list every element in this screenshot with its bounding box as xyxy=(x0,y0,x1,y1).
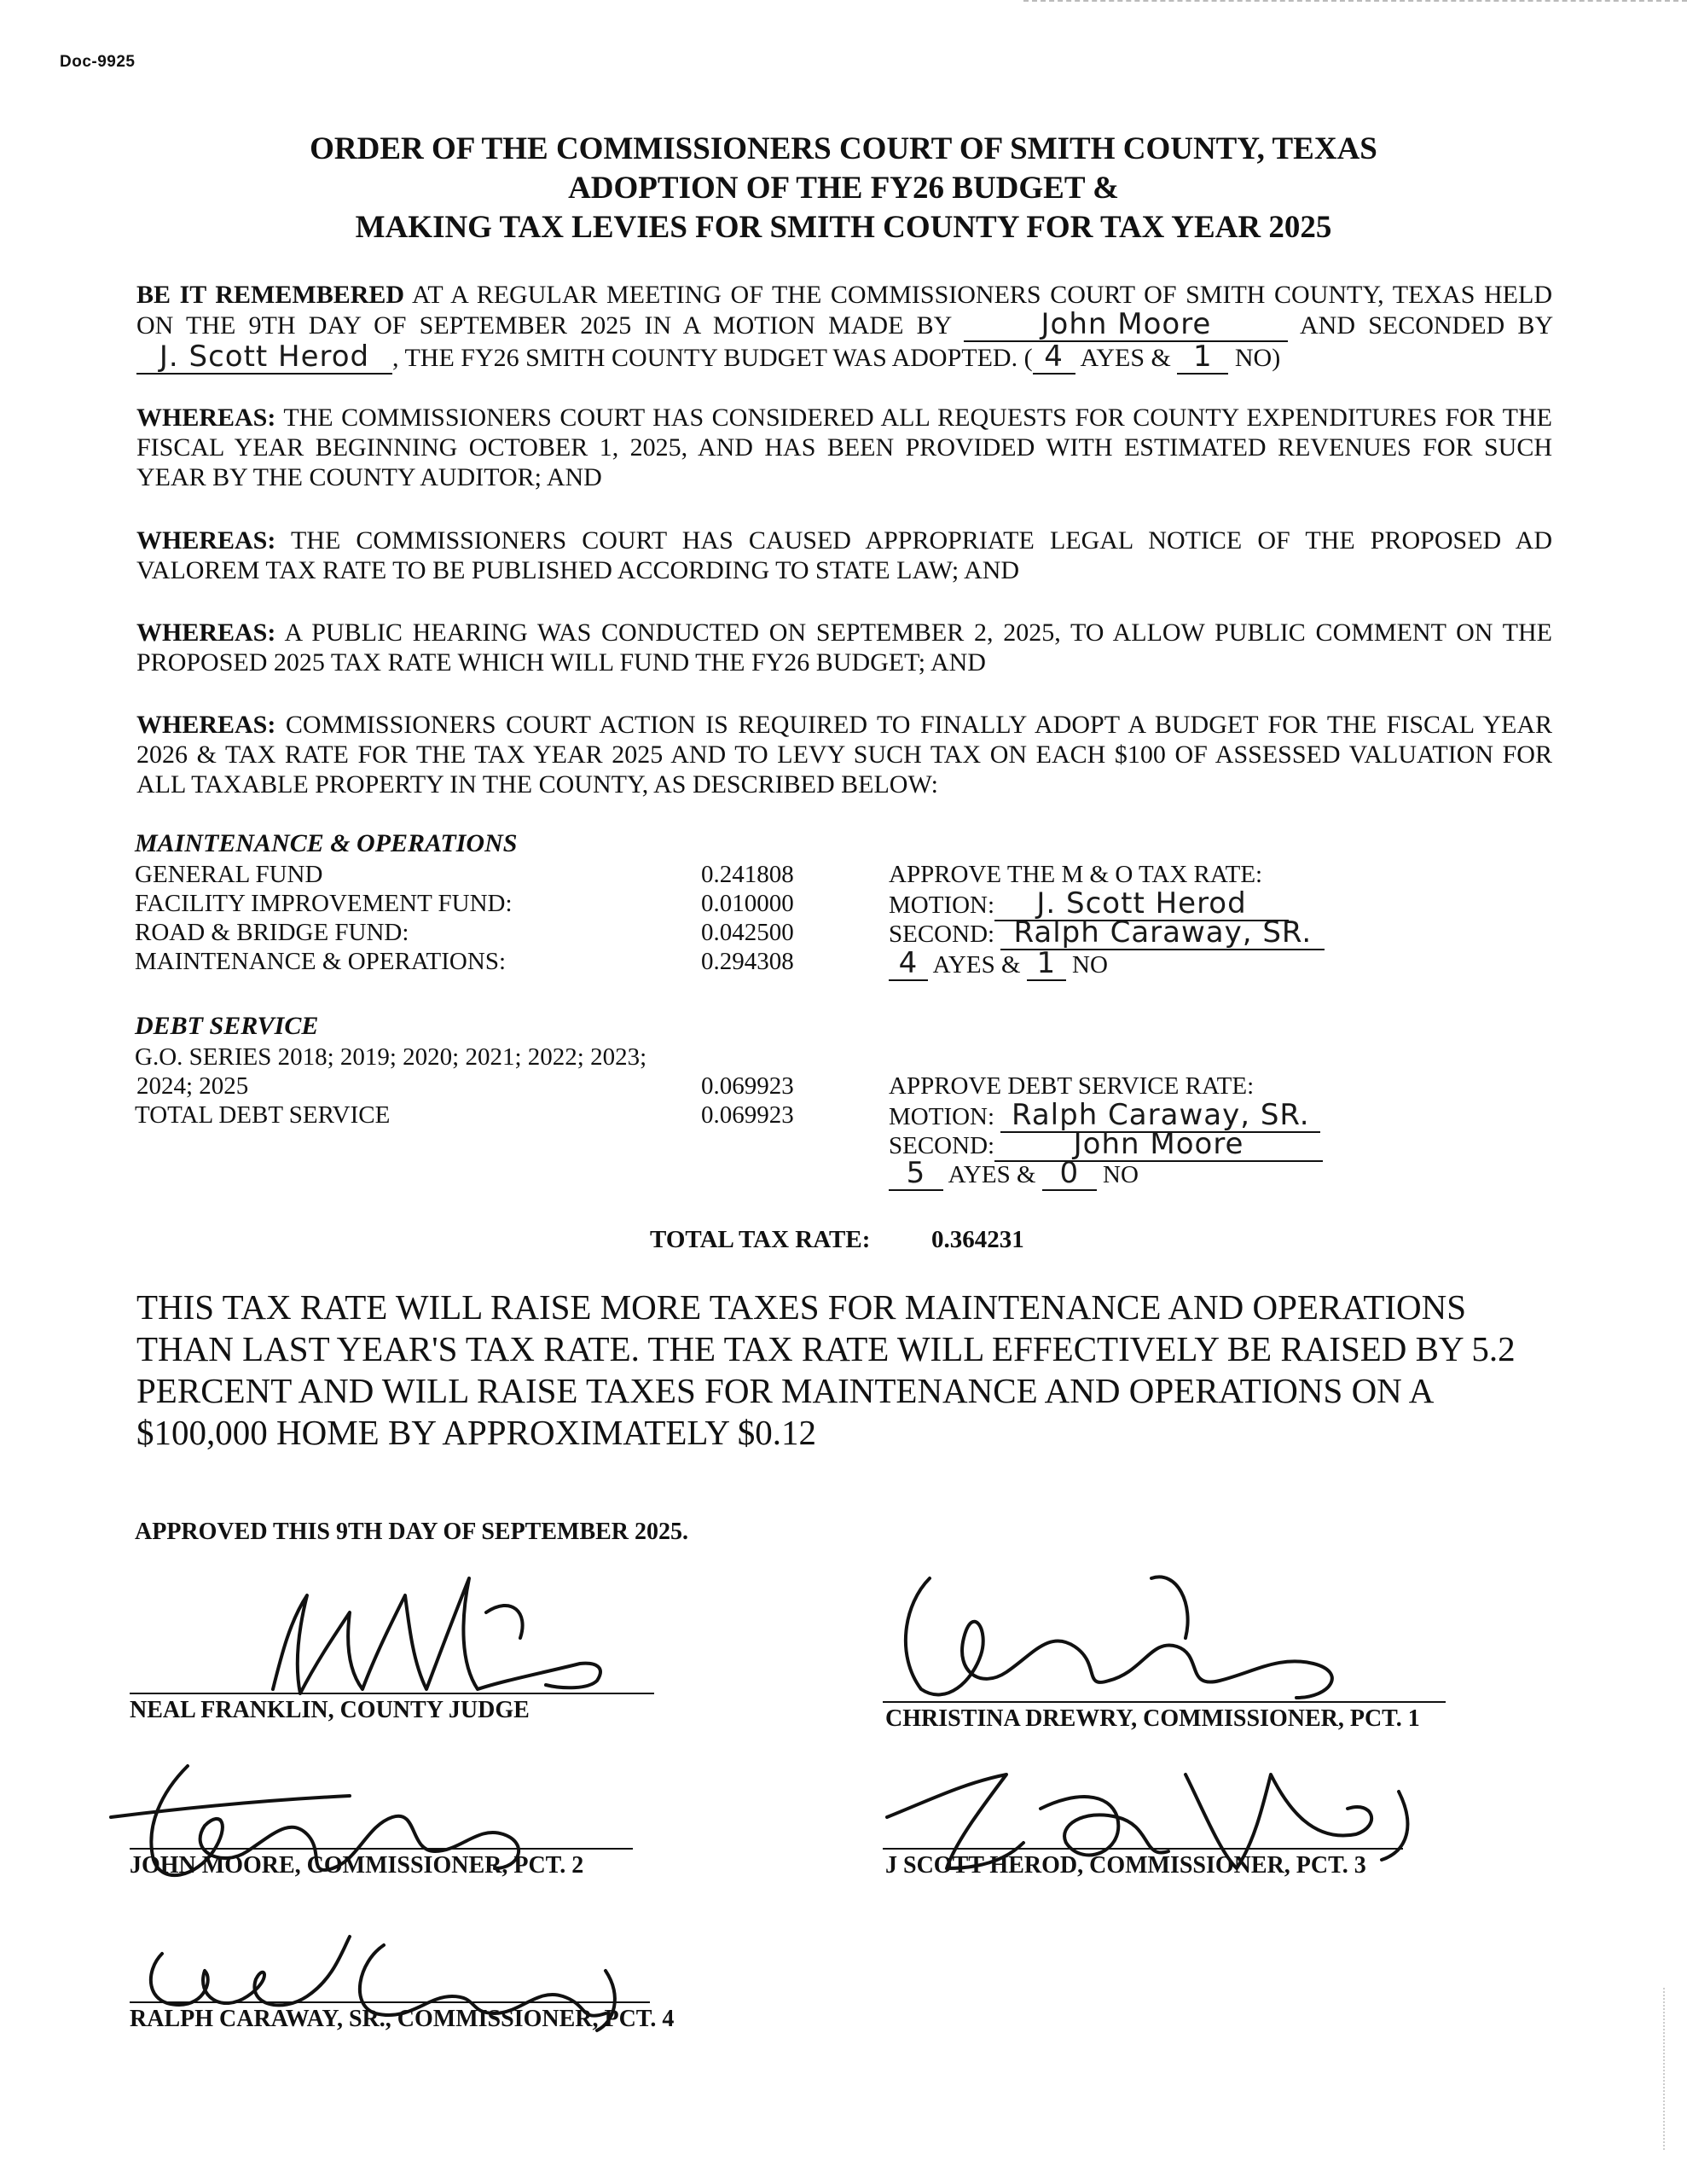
remembered-lead: BE IT REMEMBERED xyxy=(136,281,405,309)
debt-second-label: SECOND: xyxy=(889,1132,995,1159)
whereas-paragraph-1 xyxy=(136,403,1552,492)
debt-second-field xyxy=(994,1127,1323,1162)
mo-motion-handwriting: J. Scott Herod xyxy=(1036,886,1247,921)
mo-value-general: 0.241808 xyxy=(701,861,794,888)
debt-motion-handwriting: Ralph Caraway, SR. xyxy=(1011,1098,1310,1132)
total-tax-rate-value: 0.364231 xyxy=(931,1226,1024,1253)
tax-increase-notice: THIS TAX RATE WILL RAISE MORE TAXES FOR MAINTENANCE AND OPERATIONS THAN LAST YEAR'S TAX RATE. THE TAX RATE WILL EFFECTIVELY BE RAISED BY 5.2 PERCENT AND WILL RAISE TAXES FOR MAINTENANCE AND OPERATIONS ON A $100,000 HOME BY APPROXIMATELY $0.12 xyxy=(136,1287,1516,1452)
budget-ayes-field xyxy=(1033,342,1075,375)
pct3-name: J SCOTT HEROD, COMMISSIONER, PCT. 3 xyxy=(885,1852,1366,1879)
title-line-1: ORDER OF THE COMMISSIONERS COURT OF SMITH COUNTY, TEXAS xyxy=(310,131,1377,166)
title-line-2: ADOPTION OF THE FY26 BUDGET & xyxy=(568,171,1119,206)
remembered-text-1: AT A REGULAR MEETING OF THE COMMISSIONERS COURT OF SMITH COUNTY, TEXAS HELD ON THE 9TH DAY OF SEPTEMBER 2025 IN A MOTION MADE BY xyxy=(136,281,1552,340)
scan-edge-marks xyxy=(1663,1988,1667,2150)
mo-label-road: ROAD & BRIDGE FUND: xyxy=(135,919,409,946)
mo-second-row xyxy=(889,915,1325,950)
mo-label-total: MAINTENANCE & OPERATIONS: xyxy=(135,948,506,975)
budget-no-handwriting: 1 xyxy=(1193,340,1213,374)
debt-series-value: 0.069923 xyxy=(701,1072,794,1100)
debt-no-handwriting: 0 xyxy=(1059,1156,1080,1190)
debt-second-row xyxy=(889,1127,1323,1162)
mo-ayes-label: AYES & xyxy=(932,951,1021,979)
mo-vote-title: APPROVE THE M & O TAX RATE: xyxy=(889,861,1263,888)
debt-ayes-label: AYES & xyxy=(948,1161,1036,1188)
debt-ayes-field xyxy=(889,1156,943,1191)
pct2-name: JOHN MOORE, COMMISSIONER, PCT. 2 xyxy=(130,1852,584,1879)
whereas-lead: WHEREAS: xyxy=(136,526,276,555)
debt-no-label: NO xyxy=(1103,1161,1139,1188)
mo-no-label: NO xyxy=(1072,951,1108,979)
seconded-by-handwriting: J. Scott Herod xyxy=(159,340,370,374)
budget-no-field xyxy=(1177,342,1228,375)
judge-signature-line xyxy=(130,1693,654,1694)
motion-by-handwriting: John Moore xyxy=(1041,307,1212,341)
budget-no-label: NO) xyxy=(1234,344,1281,372)
whereas-paragraph-2 xyxy=(136,526,1552,585)
mo-value-facility: 0.010000 xyxy=(701,890,794,917)
budget-ayes-label: AYES & xyxy=(1080,344,1171,372)
mo-second-label: SECOND: xyxy=(889,921,995,948)
pct4-name: RALPH CARAWAY, SR., COMMISSIONER, PCT. 4 xyxy=(130,2006,675,2032)
mo-label-facility: FACILITY IMPROVEMENT FUND: xyxy=(135,890,513,917)
scan-edge-rule xyxy=(1023,0,1687,2)
debt-vote-title: APPROVE DEBT SERVICE RATE: xyxy=(889,1072,1255,1100)
debt-tally-row xyxy=(889,1156,1139,1191)
whereas-lead: WHEREAS: xyxy=(136,404,276,432)
mo-value-total: 0.294308 xyxy=(701,948,794,975)
seconded-by-field xyxy=(136,342,392,375)
pct4-signature-line xyxy=(130,2001,650,2003)
mo-second-handwriting: Ralph Caraway, SR. xyxy=(1013,915,1313,950)
document-id: Doc-9925 xyxy=(60,53,136,71)
judge-signature xyxy=(222,1561,665,1715)
mo-no-field xyxy=(1027,946,1066,981)
pct1-name: CHRISTINA DREWRY, COMMISSIONER, PCT. 1 xyxy=(885,1705,1420,1732)
debt-heading: DEBT SERVICE xyxy=(135,1012,319,1040)
mo-value-road: 0.042500 xyxy=(701,919,794,946)
debt-total-value: 0.069923 xyxy=(701,1101,794,1129)
debt-total-label: TOTAL DEBT SERVICE xyxy=(135,1101,391,1129)
whereas-text: COMMISSIONERS COURT ACTION IS REQUIRED TO FINALLY ADOPT A BUDGET FOR THE FISCAL YEAR 2026 & TAX RATE FOR THE TAX YEAR 2025 AND TO LEVY SUCH TAX ON EACH $100 OF ASSESSED VALUATION FOR ALL TAXABLE PROPERTY IN THE COUNTY, AS DESCRIBED BELOW: xyxy=(136,711,1553,799)
approved-date: APPROVED THIS 9TH DAY OF SEPTEMBER 2025. xyxy=(135,1519,689,1545)
mo-motion-label: MOTION: xyxy=(889,892,995,919)
remembered-paragraph xyxy=(136,280,1552,375)
remembered-text-2: AND SECONDED BY xyxy=(1300,311,1552,340)
mo-ayes-field xyxy=(889,946,928,981)
mo-no-handwriting: 1 xyxy=(1036,946,1057,980)
total-tax-rate-label: TOTAL TAX RATE: xyxy=(650,1226,871,1253)
budget-ayes-handwriting: 4 xyxy=(1044,340,1064,374)
mo-heading: MAINTENANCE & OPERATIONS xyxy=(135,829,518,857)
motion-by-field xyxy=(964,307,1288,342)
pct1-signature xyxy=(870,1553,1382,1715)
whereas-lead: WHEREAS: xyxy=(136,619,276,647)
title-line-3: MAKING TAX LEVIES FOR SMITH COUNTY FOR TAX YEAR 2025 xyxy=(355,210,1332,245)
judge-name: NEAL FRANKLIN, COUNTY JUDGE xyxy=(130,1697,530,1723)
remembered-text-3: , THE FY26 SMITH COUNTY BUDGET WAS ADOPTED. ( xyxy=(392,344,1033,372)
whereas-lead: WHEREAS: xyxy=(136,711,276,739)
debt-series-line-2: 2024; 2025 xyxy=(136,1072,249,1100)
mo-ayes-handwriting: 4 xyxy=(898,946,919,980)
whereas-paragraph-4 xyxy=(136,710,1552,799)
pct3-signature-line xyxy=(883,1848,1403,1850)
whereas-text: THE COMMISSIONERS COURT HAS CONSIDERED ALL REQUESTS FOR COUNTY EXPENDITURES FOR THE FISCAL YEAR BEGINNING OCTOBER 1, 2025, AND HAS BEEN PROVIDED WITH ESTIMATED REVENUES FOR SUCH YEAR BY THE COUNTY AUDITOR; AND xyxy=(136,404,1552,491)
debt-second-handwriting: John Moore xyxy=(1073,1127,1244,1161)
debt-series-line-1: G.O. SERIES 2018; 2019; 2020; 2021; 2022; 2023; xyxy=(135,1043,647,1071)
mo-tally-row xyxy=(889,946,1108,981)
debt-motion-label: MOTION: xyxy=(889,1103,995,1130)
debt-ayes-handwriting: 5 xyxy=(906,1156,926,1190)
debt-no-field xyxy=(1042,1156,1097,1191)
whereas-text: A PUBLIC HEARING WAS CONDUCTED ON SEPTEMBER 2, 2025, TO ALLOW PUBLIC COMMENT ON THE PROPOSED 2025 TAX RATE WHICH WILL FUND THE FY26 BUDGET; AND xyxy=(136,619,1552,677)
mo-label-general: GENERAL FUND xyxy=(135,861,323,888)
pct1-signature-line xyxy=(883,1701,1446,1703)
whereas-paragraph-3 xyxy=(136,618,1552,677)
pct2-signature-line xyxy=(130,1848,633,1850)
whereas-text: THE COMMISSIONERS COURT HAS CAUSED APPROPRIATE LEGAL NOTICE OF THE PROPOSED AD VALOREM TAX RATE TO BE PUBLISHED ACCORDING TO STATE LAW; AND xyxy=(136,526,1552,584)
